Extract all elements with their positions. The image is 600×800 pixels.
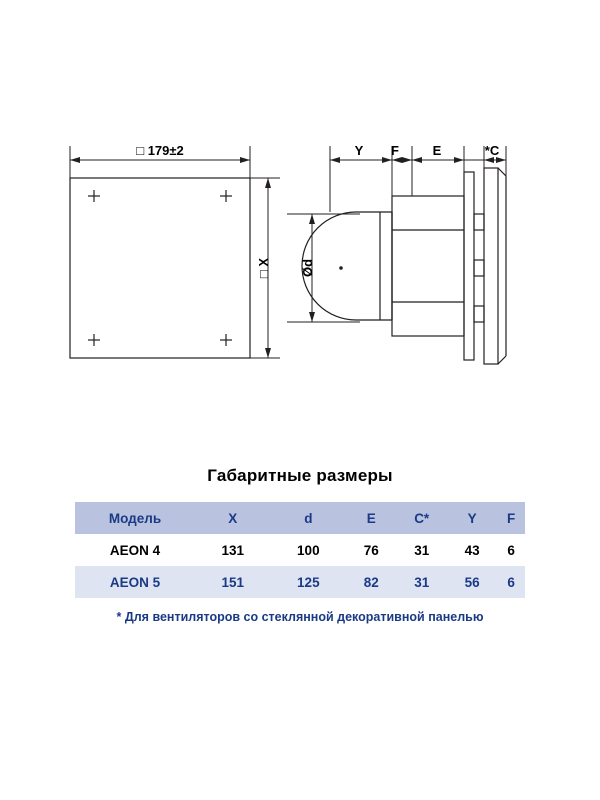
table-header-row bbox=[75, 502, 525, 534]
table-cell: AEON 5 bbox=[75, 566, 195, 598]
dim-e-label: E bbox=[432, 143, 442, 158]
dimensions-table bbox=[75, 502, 525, 598]
table-cell: 56 bbox=[447, 566, 497, 598]
table-cell: 131 bbox=[195, 534, 271, 566]
panel-bevel-bottom bbox=[498, 356, 506, 364]
table-cell: 151 bbox=[195, 566, 271, 598]
table-cell: 31 bbox=[397, 566, 447, 598]
dim-y-label: Y bbox=[354, 143, 364, 158]
panel-bevel-top bbox=[498, 168, 506, 176]
table-header-cell: E bbox=[346, 502, 396, 534]
table-cell: 76 bbox=[346, 534, 396, 566]
page-title: Габаритные размеры bbox=[207, 466, 393, 485]
table-header-cell: X bbox=[195, 502, 271, 534]
front-width-label: □ 179±2 bbox=[136, 143, 184, 158]
table-cell: AEON 4 bbox=[75, 534, 195, 566]
front-height-label: □ X bbox=[256, 257, 271, 279]
center-dot bbox=[339, 266, 343, 270]
table-header-cell: F bbox=[497, 502, 525, 534]
table-cell: 100 bbox=[271, 534, 347, 566]
dim-c-label: *C bbox=[484, 143, 500, 158]
bracket-mid bbox=[474, 260, 484, 276]
table-cell: 125 bbox=[271, 566, 347, 598]
table-row bbox=[75, 534, 525, 566]
duct-body bbox=[302, 212, 392, 320]
table-cell: 43 bbox=[447, 534, 497, 566]
table-footnote: * Для вентиляторов со стеклянной декоративной панелью bbox=[116, 610, 484, 624]
housing-block bbox=[392, 196, 464, 336]
dim-f-label: F bbox=[391, 143, 399, 158]
diameter-label: Ød bbox=[300, 258, 315, 278]
dimensions-table-wrap bbox=[75, 502, 525, 598]
table-header-cell: C* bbox=[397, 502, 447, 534]
table-header-cell: Y bbox=[447, 502, 497, 534]
front-panel-outline bbox=[70, 178, 250, 358]
bracket-top bbox=[474, 214, 484, 230]
diameter-dimension bbox=[287, 214, 360, 322]
table-cell: 82 bbox=[346, 566, 396, 598]
decorative-panel bbox=[484, 168, 498, 364]
table-header-cell: d bbox=[271, 502, 347, 534]
mounting-plate bbox=[464, 172, 474, 360]
table-cell: 31 bbox=[397, 534, 447, 566]
table-row bbox=[75, 566, 525, 598]
table-cell: 6 bbox=[497, 566, 525, 598]
bracket-bottom bbox=[474, 306, 484, 322]
table-header-cell: Модель bbox=[75, 502, 195, 534]
corner-plus-marks bbox=[88, 190, 232, 346]
table-cell: 6 bbox=[497, 534, 525, 566]
